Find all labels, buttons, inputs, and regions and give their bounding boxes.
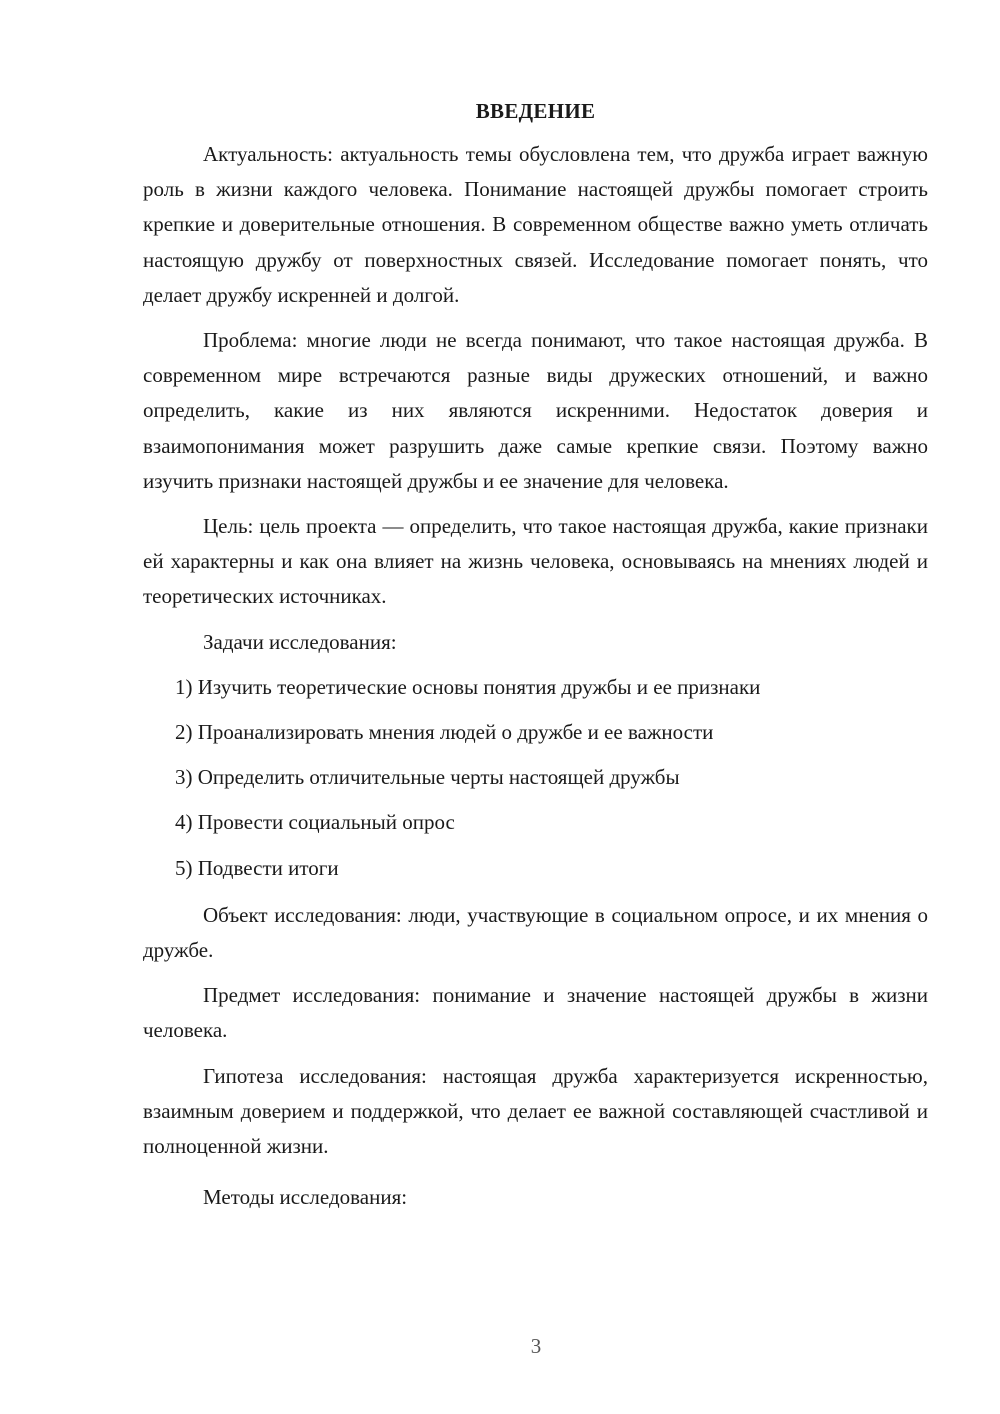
paragraph-hypothesis: Гипотеза исследования: настоящая дружба характеризуется искренностью, взаимным доверием и поддержкой, что делает ее важной составляющей счастливой и полноценной жизни. — [143, 1063, 928, 1159]
list-item: 5) Подвести итоги — [175, 855, 339, 880]
page-number: 3 — [530, 1334, 542, 1358]
paragraph-subject: Предмет исследования: понимание и значение настоящей дружбы в жизни человека. — [143, 983, 928, 1043]
list-item: 3) Определить отличительные черты настоящей дружбы — [175, 765, 680, 790]
list-item: 1) Изучить теоретические основы понятия дружбы и ее признаки — [175, 674, 761, 699]
document-page — [143, 96, 928, 1225]
list-item: 4) Провести социальный опрос — [175, 810, 455, 835]
paragraph-relevance: Актуальность: актуальность темы обусловлена тем, что дружба играет важную роль в жизни каждого человека. Понимание настоящей дружбы помогает строить крепкие и доверительные отношения. В современном обществе важно уметь отличать настоящую дружбу от поверхностных связей. Исследование помогает понять, что делает дружбу искренней и долгой. — [143, 142, 928, 307]
tasks-heading: Задачи исследования: — [203, 629, 397, 654]
methods-heading: Методы исследования: — [203, 1185, 408, 1210]
list-item: 2) Проанализировать мнения людей о дружбе и ее важности — [175, 720, 714, 745]
paragraph-goal: Цель: цель проекта — определить, что такое настоящая дружба, какие признаки ей характерны и как она влияет на жизнь человека, основываясь на мнениях людей и теоретических источниках. — [143, 514, 928, 609]
paragraph-object: Объект исследования: люди, участвующие в социальном опросе, и их мнения о дружбе. — [143, 902, 928, 963]
section-title: ВВЕДЕНИЕ — [475, 99, 596, 123]
paragraph-problem: Проблема: многие люди не всегда понимают, что такое настоящая дружба. В современном мире встречаются разные виды дружеских отношений, и важно определить, какие из них являются искренними. Недостаток доверия и взаимопонимания может разрушить даже самые крепкие связи. Поэтому важно изучить признаки настоящей дружбы и ее значение для человека. — [143, 328, 928, 493]
tasks-list — [143, 670, 928, 886]
